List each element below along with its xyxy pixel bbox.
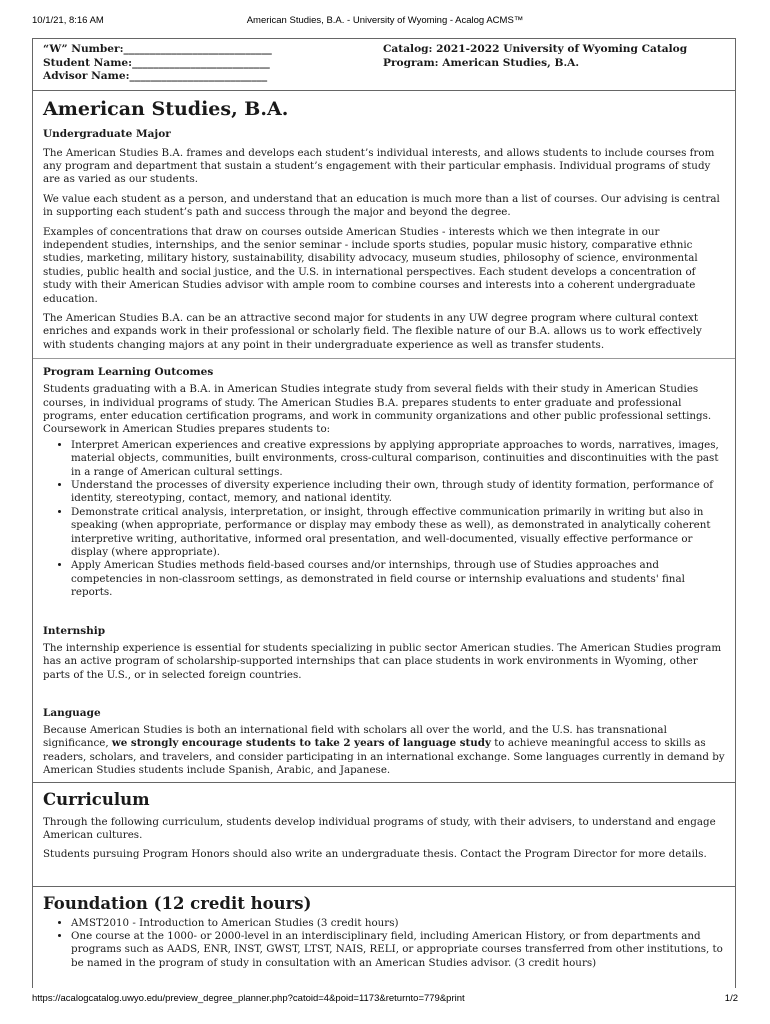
print-footer [32,993,738,1007]
w-number-field: “W” Number:____________________________ [43,43,272,55]
page-title: American Studies, B.A. [43,97,289,120]
major-paragraph: The American Studies B.A. frames and develops each student’s individual interests, and allows students to include courses from any program and department that sustain a student’s engagement with their particular emphasis. Individual programs of study are as varied as our students. [43,146,715,186]
foundation-title: Foundation (12 credit hours) [43,893,312,913]
list-item: • Interpret American experiences and creative expressions by applying appropriate approaches to words, narratives, images, material objects, communities, built environments, cross-cultural comparison, continuities and discontinuities with the past in a range of American cultural settings. [71,439,725,479]
list-item: • One course at the 1000- or 2000-level in an interdisciplinary field, including American History, or from departments and programs such as AADS, ENR, INST, GWST, LTST, NAIS, RELI, or appropriate courses transferred from other institutions, to be named in the program of study in consultation with an American Studies advisor. (3 credit hours) [71,930,725,970]
major-paragraph: We value each student as a person, and understand that an education is much more than a list of courses. Our advising is central in supporting each student’s path and success through the major and beyond the degree. [43,192,720,219]
curriculum-title: Curriculum [43,789,150,809]
foundation-list [43,917,725,971]
language-heading: Language [43,706,101,719]
program-label: Program: American Studies, B.A. [383,56,580,69]
advisor-name-field: Advisor Name:__________________________ [43,70,268,82]
print-datetime: 10/1/21, 8:16 AM [32,15,104,26]
foundation-section [33,887,735,979]
student-name-field: Student Name:__________________________ [43,56,270,69]
degree-planner-frame [32,38,736,988]
major-paragraph: Examples of concentrations that draw on courses outside American Studies - interests which we then integrate in our independent studies, internships, and the senior seminar - include sports studies, popular music history, comparative ethnic studies, marketing, military history, sustainability, disability advocacy, museum studies, philosophy of science, environmental studies, public health and social justice, and the U.S. in international perspectives. Each student develops a concentration of study with their American Studies advisor with ample room to combine courses and interests into a coherent undergraduate education. [43,225,698,305]
curriculum-section [33,783,735,887]
major-type-label: Undergraduate Major [43,127,171,140]
student-fields [43,43,373,84]
outcomes-list [43,439,725,600]
list-item: • AMST2010 - Introduction to American Studies (3 credit hours) [71,917,725,930]
divider [33,358,735,359]
major-section [33,91,735,783]
print-page-number: 1/2 [724,993,738,1004]
print-url: https://acalogcatalog.uwyo.edu/preview_degree_planner.php?catoid=4&poid=1173&returnto=779&print [32,993,465,1004]
curriculum-paragraph: Students pursuing Program Honors should also write an undergraduate thesis. Contact the Program Director for more details. [43,848,707,861]
student-info-box [33,39,735,91]
outcomes-intro: Students graduating with a B.A. in American Studies integrate study from several fields with their study in American Studies courses, in individual programs of study. The American Studies B.A. prepares students to enter graduate and professional programs, enter education certification programs, and work in community organizations and other public professional settings. Coursework in American Studies prepares students to: [43,383,712,436]
curriculum-paragraph: Through the following curriculum, students develop individual programs of study, with their advisers, to understand and engage American cultures. [43,815,716,841]
internship-heading: Internship [43,624,106,637]
list-item: • Demonstrate critical analysis, interpretation, or insight, through effective communication primarily in writing but also in speaking (when appropriate, performance or display may embody these as well), as demonstrated in analytically coherent interpretive writing, authoritative, informed oral presentation, and well-documented, visually effective performance or display (where appropriate). [71,506,725,560]
major-paragraph: The American Studies B.A. can be an attractive second major for students in any UW degree program where cultural context enriches and expands work in their professional or scholarly field. The flexible nature of our B.A. allows us to work effectively with students changing majors at any point in their undergraduate experience as well as transfer students. [43,311,702,351]
catalog-info [383,43,725,84]
language-text: Because American Studies is both an international field with scholars all over the world, and the U.S. has transnational significance, we strongly encourage students to take 2 years of language study to achieve meaningful access to skills as readers, scholars, and travelers, and consider participating in an international exchange. Some languages currently in demand by American Studies students include Spanish, Arabic, and Japanese. [43,723,725,777]
outcomes-heading: Program Learning Outcomes [43,366,214,379]
language-emphasis: we strongly encourage students to take 2 years of language study [111,737,491,750]
list-item: • Apply American Studies methods field-based courses and/or internships, through use of Studies approaches and competencies in non-classroom settings, as demonstrated in field course or internship evaluations and students' final reports. [71,559,725,599]
list-item: • Understand the processes of diversity experience including their own, through study of identity formation, performance of identity, stereotyping, contact, memory, and national identity. [71,479,725,506]
print-page-title: American Studies, B.A. - University of Wyoming - Acalog ACMS™ [246,15,524,26]
print-header [32,15,738,29]
internship-text: The internship experience is essential for students specializing in public sector American studies. The American Studies program has an active program of scholarship-supported internships that can place students in work environments in Wyoming, other parts of the U.S., or in selected foreign countries. [43,641,722,681]
catalog-label: Catalog: 2021-2022 University of Wyoming Catalog [383,43,688,55]
